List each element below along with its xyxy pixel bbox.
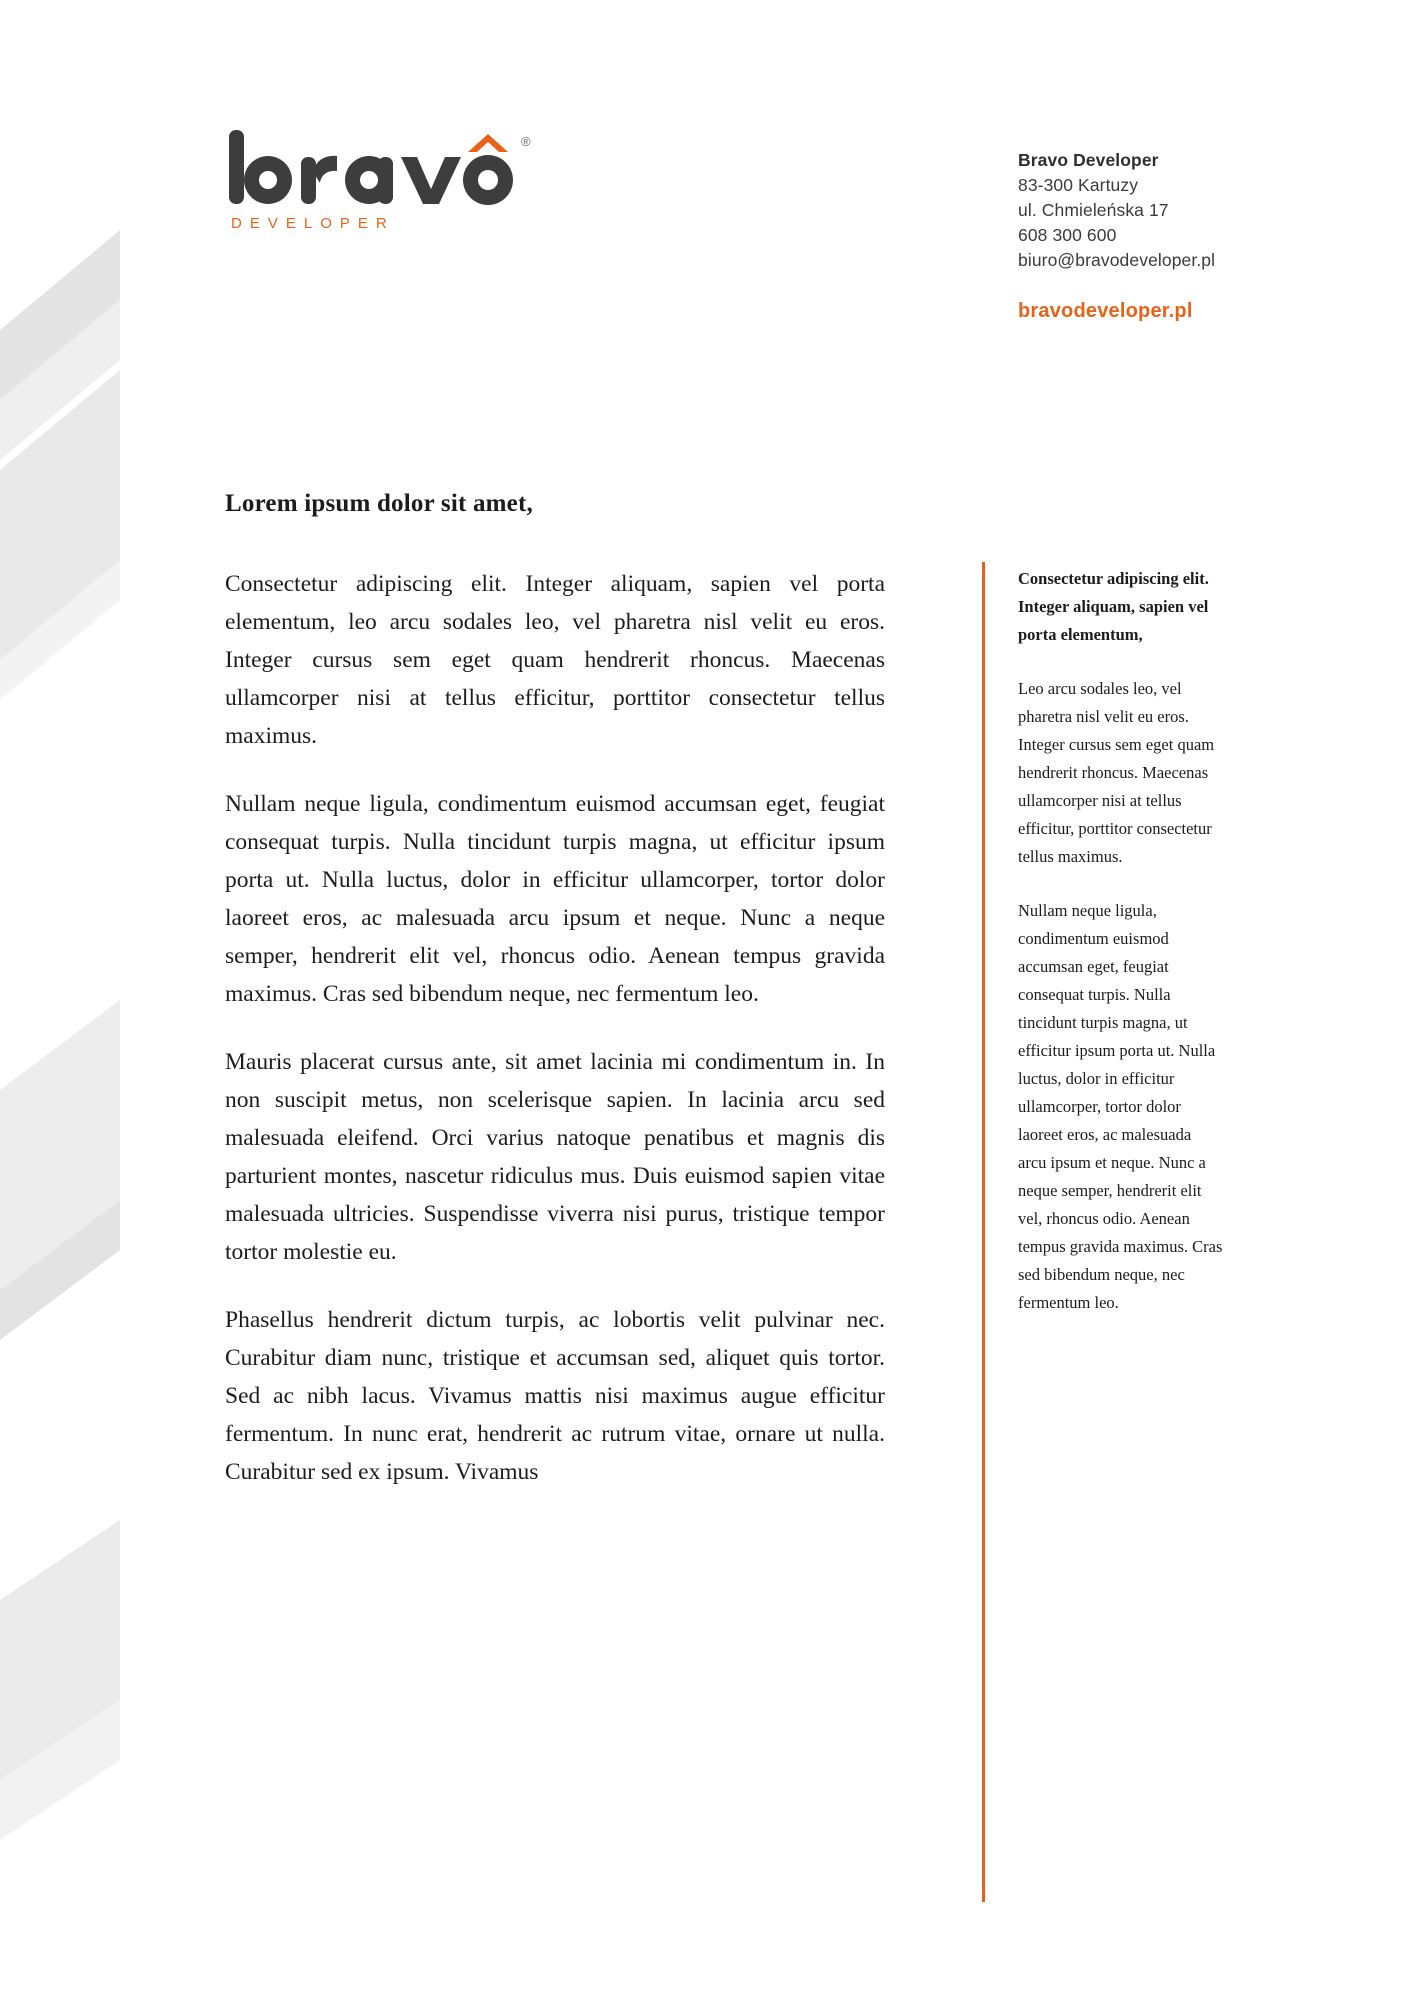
company-email[interactable]: biuro@bravodeveloper.pl (1018, 250, 1216, 270)
sidebar-accent-rule (982, 562, 985, 1902)
letter-paragraph: Mauris placerat cursus ante, sit amet lacinia mi condimentum in. In non suscipit metus, non scelerisque sapien. In lacinia arcu sed malesuada eleifend. Orci varius natoque penatibus et magnis dis parturient montes, nascetur ridiculus mus. Duis euismod sapien vitae malesuada ultricies. Suspendisse viverra nisi purus, tristique tempor tortor molestie eu. (225, 1049, 885, 1265)
letter-main-column (225, 565, 885, 1521)
sidebar-column (1018, 565, 1223, 1343)
company-name: Bravo Developer (1018, 150, 1159, 170)
company-phone[interactable]: 608 300 600 (1018, 225, 1117, 245)
company-website-link[interactable]: bravodeveloper.pl (1018, 300, 1193, 322)
letter-salutation: Lorem ipsum dolor sit amet, (225, 490, 533, 517)
company-street: ul. Chmieleńska 17 (1018, 200, 1169, 220)
sidebar-heading: Consectetur adipiscing elit. Integer aliquam, sapien vel porta elementum, (1018, 569, 1209, 644)
sidebar-paragraph: Nullam neque ligula, condimentum euismod accumsan eget, feugiat consequat turpis. Nulla tincidunt turpis magna, ut efficitur ipsum porta ut. Nulla luctus, dolor in efficitur ullamcorper, tortor dolor laoreet eros, ac malesuada arcu ipsum et neque. Nunc a neque semper, hendrerit elit vel, rhoncus odio. Aenean tempus gravida maximus. Cras sed bibendum neque, nec fermentum leo. (1018, 901, 1223, 1312)
letter-paragraph: Nullam neque ligula, condimentum euismod accumsan eget, feugiat consequat turpis. Nulla tincidunt turpis magna, ut efficitur ipsum porta ut. Nulla luctus, dolor in efficitur ullamcorper, tortor dolor laoreet eros, ac malesuada arcu ipsum et neque. Nunc a neque semper, hendrerit elit vel, rhoncus odio. Aenean tempus gravida maximus. Cras sed bibendum neque, nec fermentum leo. (225, 791, 885, 1007)
logo-subtitle: DEVELOPER (231, 215, 395, 232)
letter-paragraph: Consectetur adipiscing elit. Integer aliquam, sapien vel porta elementum, leo arcu sodales leo, vel pharetra nisl velit eu eros. Integer cursus sem eget quam hendrerit rhoncus. Maecenas ullamcorper nisi at tellus efficitur, porttitor consectetur tellus maximus. (225, 571, 885, 749)
letter-paragraph: Phasellus hendrerit dictum turpis, ac lobortis velit pulvinar nec. Curabitur diam nunc, tristique et accumsan sed, aliquet quis tortor. Sed ac nibh lacus. Vivamus mattis nisi maximus augue efficitur fermentum. In nunc erat, hendrerit ac rutrum vitae, ornare ut nulla. Curabitur sed ex ipsum. Vivamus (225, 1307, 885, 1485)
company-postal: 83-300 Kartuzy (1018, 175, 1139, 195)
sidebar-paragraph: Leo arcu sodales leo, vel pharetra nisl velit eu eros. Integer cursus sem eget quam hendrerit rhoncus. Maecenas ullamcorper nisi at tellus efficitur, porttitor consectetur tellus maximus. (1018, 679, 1215, 866)
registered-trademark-symbol: ® (521, 134, 531, 149)
